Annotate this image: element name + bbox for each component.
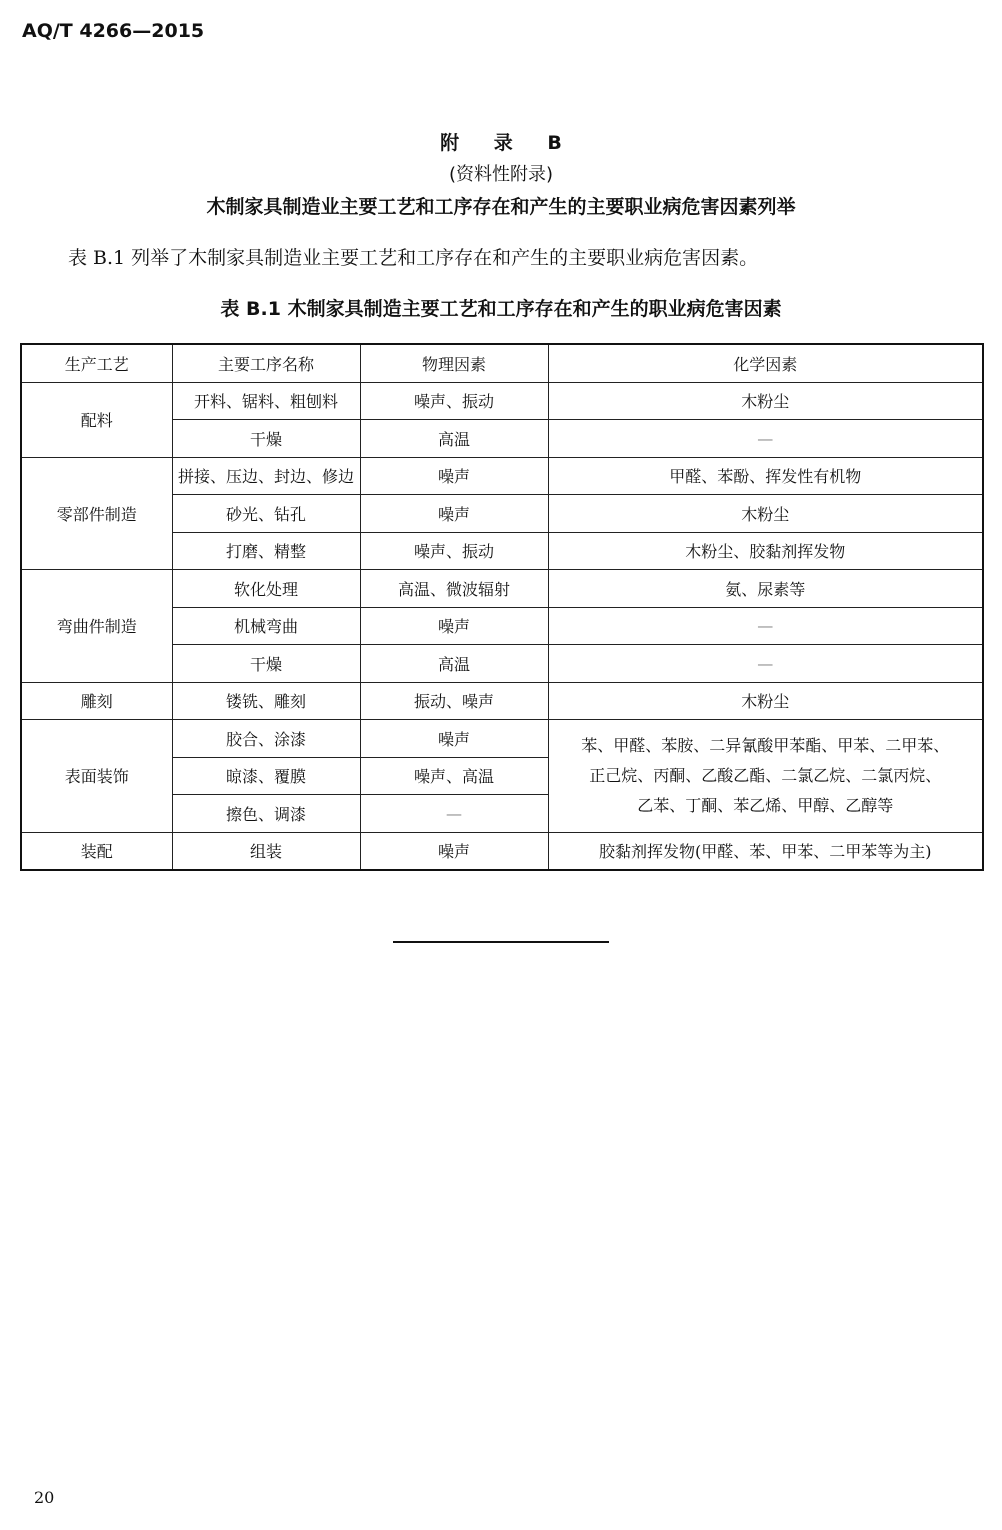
physical-cell: 高温 xyxy=(360,645,548,683)
chemical-cell: 氨、尿素等 xyxy=(548,570,983,608)
step-cell: 干燥 xyxy=(172,645,360,683)
table-row xyxy=(21,720,983,758)
physical-cell: 噪声、振动 xyxy=(360,532,548,570)
standard-code: AQ/T 4266—2015 xyxy=(22,20,205,42)
end-rule xyxy=(393,941,609,943)
appendix-title: 附 录 B xyxy=(440,132,576,154)
header-chemical: 化学因素 xyxy=(548,344,983,382)
table-row xyxy=(21,682,983,720)
step-cell: 开料、锯料、粗刨料 xyxy=(172,382,360,420)
step-cell: 胶合、涂漆 xyxy=(172,720,360,758)
chemical-cell: 木粉尘、胶黏剂挥发物 xyxy=(548,532,983,570)
step-cell: 砂光、钻孔 xyxy=(172,495,360,533)
process-cell: 弯曲件制造 xyxy=(21,570,172,683)
appendix-heading: 木制家具制造业主要工艺和工序存在和产生的主要职业病危害因素列举 xyxy=(206,196,796,218)
physical-cell: 振动、噪声 xyxy=(360,682,548,720)
chemical-line: 乙苯、丁酮、苯乙烯、甲醇、乙醇等 xyxy=(637,795,894,815)
step-cell: 镂铣、雕刻 xyxy=(172,682,360,720)
table-row xyxy=(21,382,983,420)
physical-cell: 噪声、振动 xyxy=(360,382,548,420)
table-row xyxy=(21,570,983,608)
header-process: 生产工艺 xyxy=(21,344,172,382)
header-physical: 物理因素 xyxy=(360,344,548,382)
physical-cell: 噪声、高温 xyxy=(360,757,548,795)
page-number: 20 xyxy=(34,1488,55,1507)
step-cell: 拼接、压边、封边、修边 xyxy=(172,457,360,495)
physical-cell: 噪声 xyxy=(360,607,548,645)
intro-paragraph: 表 B.1 列举了木制家具制造业主要工艺和工序存在和产生的主要职业病危害因素。 xyxy=(68,247,759,269)
process-cell: 雕刻 xyxy=(21,682,172,720)
step-cell: 软化处理 xyxy=(172,570,360,608)
physical-cell: 噪声 xyxy=(360,832,548,870)
chemical-line: 正己烷、丙酮、乙酸乙酯、二氯乙烷、二氯丙烷、 xyxy=(589,765,942,785)
chemical-cell: 木粉尘 xyxy=(548,495,983,533)
appendix-nature: (资料性附录) xyxy=(448,164,554,185)
step-cell: 擦色、调漆 xyxy=(172,795,360,833)
table-row xyxy=(21,457,983,495)
chemical-cell: 木粉尘 xyxy=(548,682,983,720)
physical-cell: — xyxy=(360,795,548,833)
step-cell: 干燥 xyxy=(172,420,360,458)
chemical-cell: 甲醛、苯酚、挥发性有机物 xyxy=(548,457,983,495)
chemical-cell: — xyxy=(548,645,983,683)
physical-cell: 高温 xyxy=(360,420,548,458)
chemical-cell-shared xyxy=(548,720,983,833)
chemical-cell: — xyxy=(548,607,983,645)
chemical-cell: — xyxy=(548,420,983,458)
step-cell: 打磨、精整 xyxy=(172,532,360,570)
process-cell: 零部件制造 xyxy=(21,457,172,570)
physical-cell: 噪声 xyxy=(360,457,548,495)
process-cell: 装配 xyxy=(21,832,172,870)
chemical-cell: 木粉尘 xyxy=(548,382,983,420)
step-cell: 晾漆、覆膜 xyxy=(172,757,360,795)
table-caption: 表 B.1 木制家具制造主要工艺和工序存在和产生的职业病危害因素 xyxy=(220,298,782,320)
step-cell: 机械弯曲 xyxy=(172,607,360,645)
chemical-line: 苯、甲醛、苯胺、二异氰酸甲苯酯、甲苯、二甲苯、 xyxy=(581,735,950,755)
hazard-table xyxy=(20,343,984,871)
step-cell: 组装 xyxy=(172,832,360,870)
chemical-cell: 胶黏剂挥发物(甲醛、苯、甲苯、二甲苯等为主) xyxy=(548,832,983,870)
process-cell: 表面装饰 xyxy=(21,720,172,833)
physical-cell: 高温、微波辐射 xyxy=(360,570,548,608)
physical-cell: 噪声 xyxy=(360,720,548,758)
physical-cell: 噪声 xyxy=(360,495,548,533)
table-header-row xyxy=(21,344,983,382)
process-cell: 配料 xyxy=(21,382,172,457)
header-step: 主要工序名称 xyxy=(172,344,360,382)
table-row xyxy=(21,832,983,870)
